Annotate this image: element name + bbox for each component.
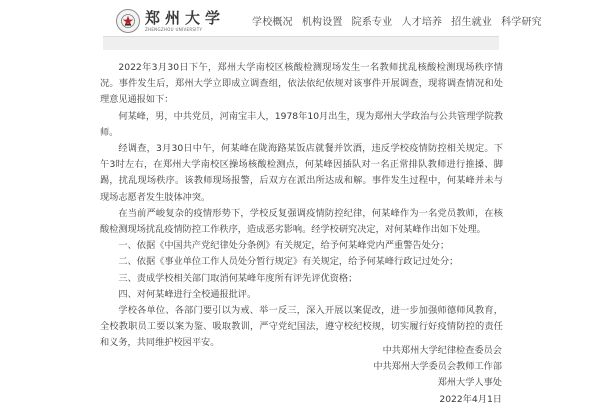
nav-item-admissions[interactable]: 招生就业 (451, 17, 493, 28)
article-paragraph: 何某峰，男，中共党员，河南宝丰人，1978年10月出生，现为郑州大学政治与公共管理学院教师。 (100, 110, 503, 138)
signature-date: 2022年4月1日 (439, 393, 502, 405)
article-paragraph: 2022年3月30日下午，郑州大学南校区核酸检测现场发生一名教师扰乱核酸检测现场秩序情况。事件发生后，郑州大学立即成立调查组，依法依纪依规对该事件开展调查，现将调查情况和处理意见通报如下： (100, 62, 503, 106)
nav-item-organization[interactable]: 机构设置 (301, 17, 343, 28)
signature-line: 中共郑州大学委员会教师工作部 (373, 361, 502, 373)
signature-block (373, 343, 502, 408)
nav-item-research[interactable]: 科学研究 (501, 17, 542, 28)
signature-line: 郑州大学人事处 (437, 377, 502, 389)
article-paragraph: 经调查，3月30日中午，何某峰在陇海路某饭店就餐并饮酒，违反学校疫情防控相关规定。下午3时左右，在郑州大学南校区操场核酸检测点，何某峰因插队对一名正常排队教师进行推搡、脚踢，扰乱现场秩序。该教师现场报警，后双方在派出所达成和解。事件发生过程中，何某峰并未与现场志愿者发生肢体冲突。 (100, 143, 503, 203)
banner-bar (103, 36, 499, 50)
article-body (100, 60, 503, 352)
article-paragraph: 学校各单位、各部门要引以为戒、举一反三，深入开展以案促改，进一步加强师德师风教育，全校教职员工要以案为鉴、吸取教训，严守党纪国法，遵守校纪校规，切实履行好疫情防控的责任和义务，共同维护校园平安。 (100, 305, 503, 349)
decision-item: 四、对何某峰进行全校通报批评。 (118, 288, 257, 300)
university-emblem-icon (116, 9, 140, 33)
nav-item-overview[interactable]: 学校概况 (252, 17, 293, 28)
nav-item-education[interactable]: 人才培养 (401, 17, 443, 28)
site-header (0, 0, 602, 38)
decision-item: 二、依据《事业单位工作人员处分暂行规定》有关规定，给予何某峰行政记过处分； (118, 256, 459, 268)
decision-item: 一、依据《中国共产党纪律处分条例》有关规定，给予何某峰党内严重警告处分； (118, 240, 450, 252)
signature-line: 中共郑州大学纪律检查委员会 (382, 345, 502, 356)
logo-text (145, 10, 225, 32)
decision-item: 三、责成学校相关部门取消何某峰年度所有评先评优资格； (118, 272, 358, 284)
nav-item-departments[interactable]: 院系专业 (351, 17, 393, 28)
article-paragraph: 在当前严峻复杂的疫情形势下，学校反复强调疫情防控纪律，何某峰作为一名党员教师，在核酸检测现场扰乱疫情防控工作秩序，造成恶劣影响。经学校研究决定，对何某峰作出如下处理。 (100, 207, 503, 236)
main-nav (252, 13, 542, 28)
site-logo[interactable] (116, 8, 225, 34)
logo-name-cn: 郑州大学 (145, 9, 226, 27)
logo-name-en: ZHENGZHOU UNIVERSITY (145, 27, 203, 32)
